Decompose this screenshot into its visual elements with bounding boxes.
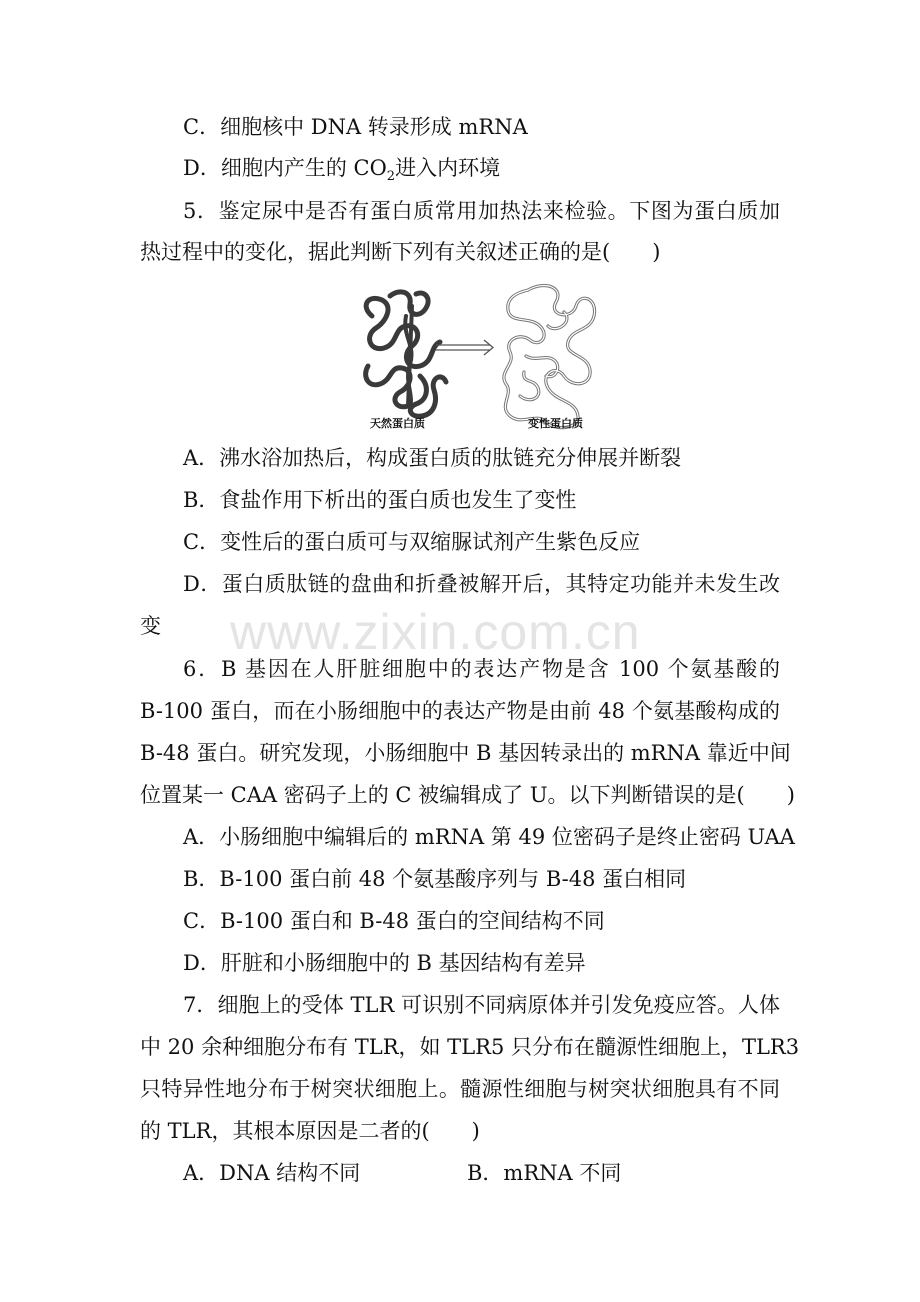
q7-stem-line-3: 只特异性地分布于树突状细胞上。髓源性细胞与树突状细胞具有不同 <box>140 1077 780 1101</box>
q5-option-b: B．食盐作用下析出的蛋白质也发生了变性 <box>183 488 577 512</box>
q4-option-d <box>183 153 500 192</box>
q6-stem-line-1: 6．B 基因在人肝脏细胞中的表达产物是含 100 个氨基酸的 <box>183 657 780 681</box>
native-protein-caption: 天然蛋白质 <box>370 417 425 430</box>
q7-option-b: B．mRNA 不同 <box>467 1161 622 1185</box>
q6-option-b: B．B-100 蛋白前 48 个氨基酸序列与 B-48 蛋白相同 <box>183 867 687 891</box>
q5-option-c: C．变性后的蛋白质可与双缩脲试剂产生紫色反应 <box>183 530 641 554</box>
q4-option-d-subscript: 2 <box>386 169 396 185</box>
q6-stem-line-4: 位置某一 CAA 密码子上的 C 被编辑成了 U。以下判断错误的是( ) <box>140 783 795 807</box>
q5-stem-line-2: 热过程中的变化，据此判断下列有关叙述正确的是( ) <box>140 240 661 264</box>
q7-option-a: A．DNA 结构不同 <box>183 1161 361 1185</box>
protein-figure-illustration <box>350 276 610 436</box>
protein-denaturation-figure <box>350 276 610 436</box>
arrow-right-icon <box>436 340 493 355</box>
q4-option-d-text-end: 进入内环境 <box>395 156 501 180</box>
q5-option-a: A．沸水浴加热后，构成蛋白质的肽链充分伸展并断裂 <box>183 446 682 470</box>
q7-stem-line-2: 中 20 余种细胞分布有 TLR，如 TLR5 只分布在髓源性细胞上，TLR3 <box>140 1035 800 1059</box>
q6-option-a: A．小肠细胞中编辑后的 mRNA 第 49 位密码子是终止密码 UAA <box>183 825 795 849</box>
native-protein-icon <box>366 292 446 416</box>
q5-stem-line-1: 5．鉴定尿中是否有蛋白质常用加热法来检验。下图为蛋白质加 <box>183 199 780 223</box>
q7-stem-line-1: 7．细胞上的受体 TLR 可识别不同病原体并引发免疫应答。人体 <box>183 993 780 1017</box>
q6-option-c: C．B-100 蛋白和 B-48 蛋白的空间结构不同 <box>183 909 605 933</box>
denatured-protein-caption: 变性蛋白质 <box>528 417 583 430</box>
q6-stem-line-2: B-100 蛋白，而在小肠细胞中的表达产物是由前 48 个氨基酸构成的 <box>140 699 780 723</box>
q5-option-d-line-2: 变 <box>140 614 161 638</box>
q5-option-d-line-1: D．蛋白质肽链的盘曲和折叠被解开后，其特定功能并未发生改 <box>183 572 780 596</box>
watermark: www.zixin.com.cn <box>230 604 641 660</box>
q4-option-d-text: D．细胞内产生的 CO <box>183 156 387 180</box>
denatured-protein-icon <box>504 286 595 428</box>
q4-option-c: C．细胞核中 DNA 转录形成 mRNA <box>183 115 528 139</box>
q7-stem-line-4: 的 TLR，其根本原因是二者的( ) <box>140 1119 480 1143</box>
q6-option-d: D．肝脏和小肠细胞中的 B 基因结构有差异 <box>183 951 586 975</box>
q6-stem-line-3: B-48 蛋白。研究发现，小肠细胞中 B 基因转录出的 mRNA 靠近中间 <box>140 741 791 765</box>
